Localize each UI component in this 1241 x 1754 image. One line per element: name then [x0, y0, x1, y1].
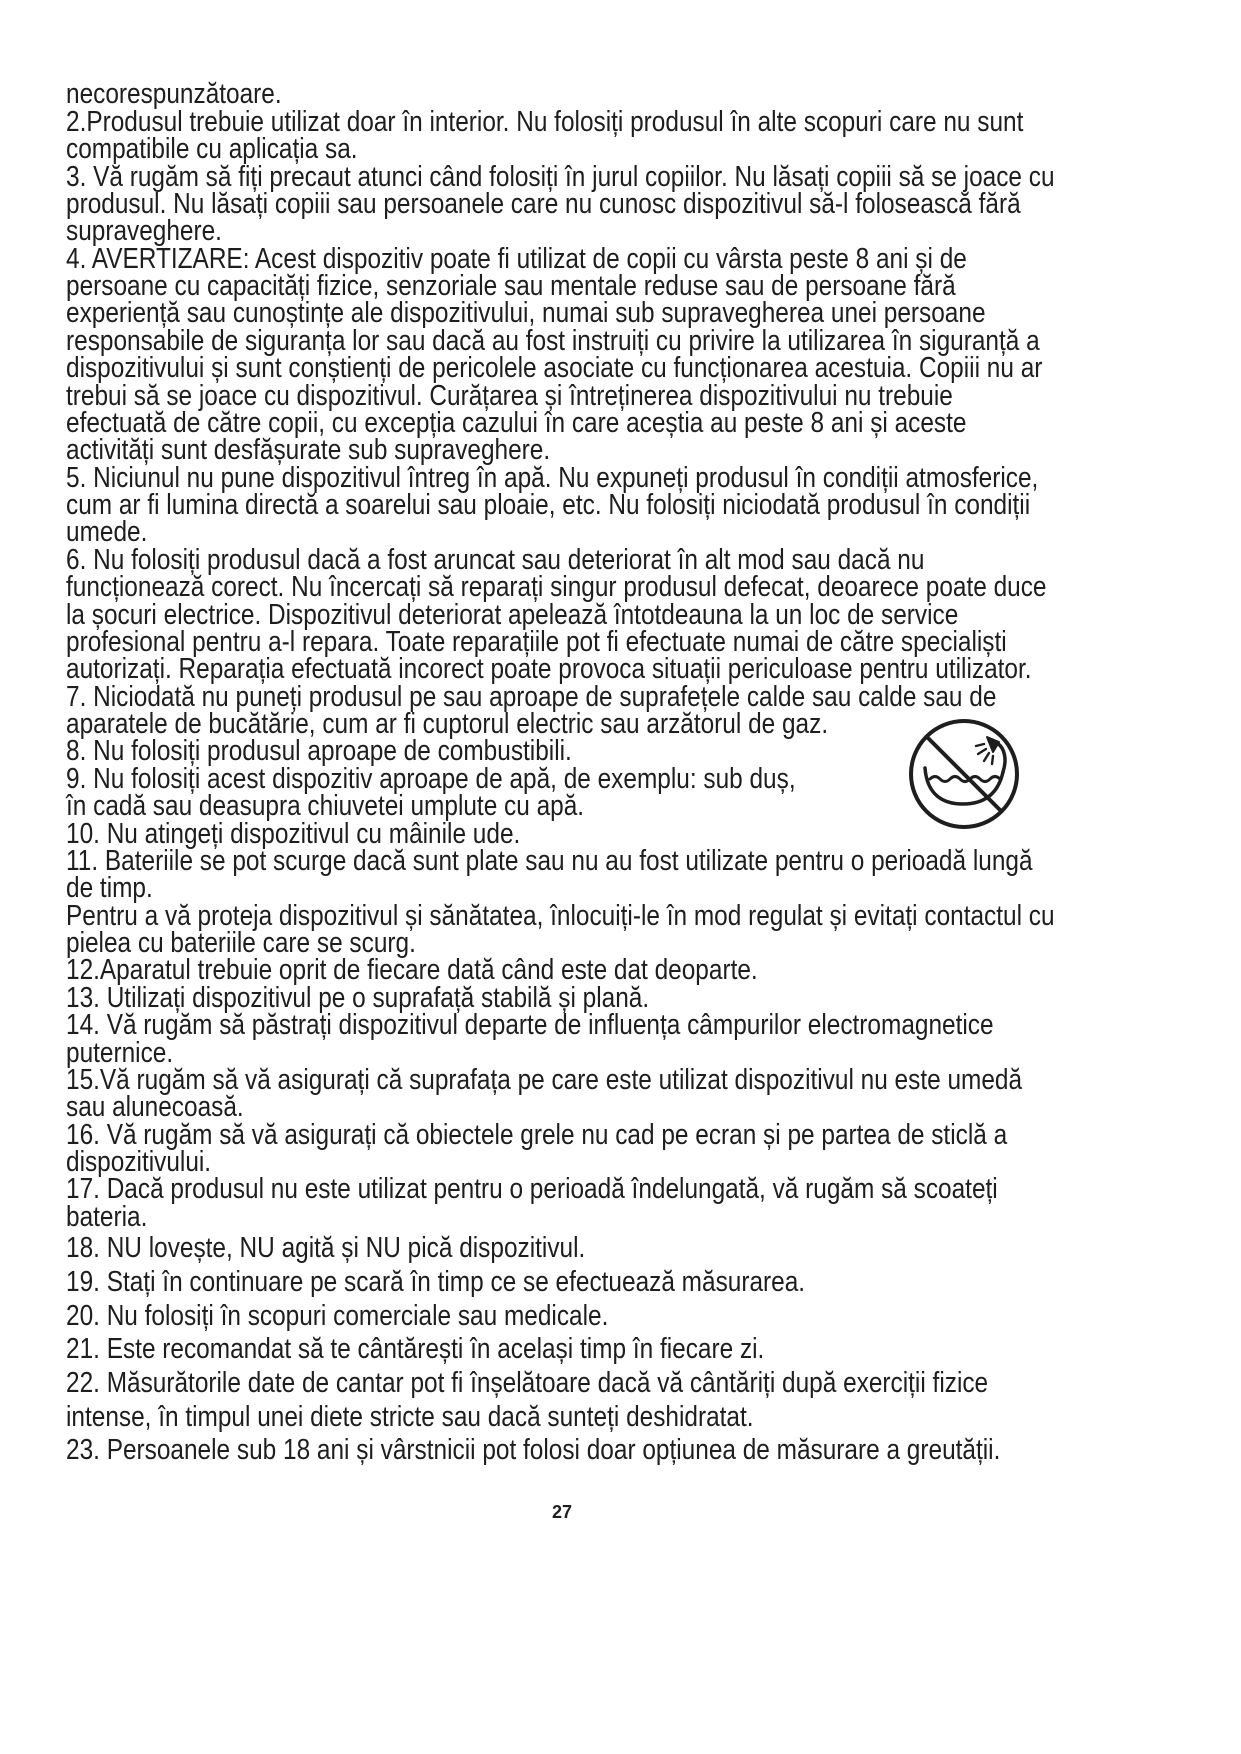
instruction-2-line-2: compatibile cu aplicația sa. [66, 133, 358, 166]
instruction-5-line-1: 5. Niciunul nu pune dispozitivul întreg în apă. Nu expuneți produsul în condiții atmosferice, [66, 461, 1039, 494]
instruction-11-line-1: 11. Bateriile se pot scurge dacă sunt plate sau nu au fost utilizate pentru o perioadă lungă [66, 844, 1033, 877]
shower-hose-shape [997, 743, 1005, 772]
instruction-16-line-1: 16. Vă rugăm să vă asigurați că obiectele grele nu cad pe ecran și pe partea de sticlă a [66, 1118, 1008, 1151]
instruction-8-line-1: 8. Nu folosiți produsul aproape de combustibili. [66, 735, 572, 768]
instruction-5 [66, 461, 1058, 549]
instruction-3 [66, 160, 1058, 248]
continued-text [66, 78, 1058, 111]
instruction-23-line-1: 23. Persoanele sub 18 ani și vârstnicii pot folosi doar opțiunea de măsurare a greutății. [66, 1434, 1001, 1467]
instruction-12-line-1: 12.Aparatul trebuie oprit de fiecare dată când este dat deoparte. [66, 954, 758, 987]
instruction-10-line-1: 10. Nu atingeți dispozitivul cu mâinile ude. [66, 817, 521, 850]
instruction-3-line-2: produsul. Nu lăsați copiii sau persoanele care nu cunosc dispozitivul să-l folosească fără [66, 187, 1021, 220]
instruction-4-line-1: 4. AVERTIZARE: Acest dispozitiv poate fi utilizat de copii cu vârsta peste 8 ani și de [66, 242, 967, 275]
instruction-11-line-2: de timp. [66, 872, 153, 905]
instruction-23 [66, 1434, 1058, 1468]
safety-instructions-list [66, 78, 1058, 1233]
instruction-5-line-3: umede. [66, 516, 148, 549]
instruction-4-line-6: trebui să se joace cu dispozitivul. Curățarea și întreținerea dispozitivului nu trebuie [66, 379, 953, 412]
spray-line [976, 744, 984, 746]
instruction-18 [66, 1232, 1058, 1266]
instruction-14-line-2: puternice. [66, 1036, 174, 1069]
instruction-4-line-7: efectuată de către copii, cu excepția cazului în care aceștia au peste 8 ani și aceste [66, 406, 967, 439]
instruction-15-line-2: sau alunecoasă. [66, 1091, 244, 1124]
instruction-22-line-1: 22. Măsurătorile date de cantar pot fi înșelătoare dacă vă cântăriți după exerciții fizice [66, 1366, 989, 1399]
instruction-14-line-1: 14. Vă rugăm să păstrați dispozitivul departe de influența câmpurilor electromagnetice [66, 1009, 994, 1042]
instruction-6-line-2: funcționează corect. Nu încercați să reparați singur produsul defecat, deoarece poate duce [66, 571, 1047, 604]
instruction-11 [66, 844, 1058, 960]
instruction-2 [66, 105, 1058, 166]
instruction-12 [66, 954, 1058, 987]
shower-head-shape [987, 737, 999, 752]
instruction-6-line-3: la șocuri electrice. Dispozitivul deteriorat apelează întotdeauna la un loc de service [66, 598, 959, 631]
instruction-6-line-1: 6. Nu folosiți produsul dacă a fost aruncat sau deteriorat în alt mod sau dacă nu [66, 543, 925, 576]
instruction-22-line-2: intense, în timpul unei diete stricte sau dacă sunteți deshidratat. [66, 1400, 754, 1433]
instruction-4-line-4: responsabile de siguranța lor sau dacă au fost instruiți cu privire la utilizarea în siguranță a [66, 324, 1040, 357]
instruction-21 [66, 1333, 1058, 1367]
instruction-4-warning [66, 242, 1058, 467]
instruction-9-line-1: 9. Nu folosiți acest dispozitiv aproape de apă, de exemplu: sub duș, [66, 762, 796, 795]
page-number: 27 [551, 1502, 573, 1522]
instruction-7-line-1: 7. Niciodată nu puneți produsul pe sau aproape de suprafețele calde sau calde sau de [66, 680, 997, 713]
instruction-11-line-3: Pentru a vă proteja dispozitivul și sănătatea, înlocuiți-le în mod regulat și evitați contactul cu [66, 899, 1055, 932]
instruction-14 [66, 1009, 1058, 1069]
instruction-4-line-8: activități sunt desfășurate sub supraveghere. [66, 434, 551, 467]
instruction-5-line-2: cum ar fi lumina directă a soarelui sau ploaie, etc. Nu folosiți niciodată produsul în condiții [66, 489, 1031, 522]
instruction-3-line-1: 3. Vă rugăm să fiți precaut atunci când folosiți în jurul copiilor. Nu lăsați copiii să se joace cu [66, 160, 1055, 193]
instruction-11-line-4: pielea cu bateriile care se scurg. [66, 927, 416, 960]
instruction-16-line-2: dispozitivului. [66, 1146, 212, 1179]
instruction-19 [66, 1266, 1058, 1300]
instruction-15-line-1: 15.Vă rugăm să vă asigurați că suprafața pe care este utilizat dispozitivul nu este umedă [66, 1063, 1023, 1096]
spray-line [978, 749, 986, 754]
instruction-17-line-1: 17. Dacă produsul nu este utilizat pentru o perioadă îndelungată, vă rugăm să scoateți [66, 1173, 998, 1206]
continued-text-line: necorespunzătoare. [66, 78, 282, 111]
instruction-4-line-3: experiență sau cunoștințe ale dispozitivului, numai sub supravegherea unei persoane [66, 297, 986, 330]
instruction-9-line-2: în cadă sau deasupra chiuvetei umplute cu apă. [66, 790, 585, 823]
instruction-6-line-5: autorizați. Reparația efectuată incorect poate provoca situații periculoase pentru utilizator. [66, 653, 1032, 686]
instruction-13-line-1: 13. Utilizați dispozitivul pe o suprafață stabilă și plană. [66, 981, 650, 1014]
instruction-21-line-1: 21. Este recomandat să te cântărești în același timp în fiecare zi. [66, 1333, 765, 1366]
no-water-icon [908, 718, 1020, 830]
instruction-16 [66, 1118, 1058, 1179]
instruction-22 [66, 1367, 1058, 1434]
instruction-6-line-4: profesional pentru a-l repara. Toate reparațiile pot fi efectuate numai de către specialiști [66, 625, 1007, 658]
instruction-17-line-2: bateria. [66, 1200, 148, 1233]
instruction-20 [66, 1300, 1058, 1334]
safety-instructions-list-continued [66, 1232, 1058, 1468]
instruction-4-line-5: dispozitivului și sunt conștienți de pericolele asociate cu funcționarea acestuia. Copiii nu ar [66, 352, 1043, 385]
instruction-17 [66, 1173, 1058, 1233]
instruction-19-line-1: 19. Stați în continuare pe scară în timp ce se efectuează măsurarea. [66, 1265, 806, 1298]
instruction-4-line-2: persoane cu capacități fizice, senzoriale sau mentale reduse sau de persoane fără [66, 270, 956, 303]
instruction-2-line-1: 2.Produsul trebuie utilizat doar în interior. Nu folosiți produsul în alte scopuri care nu sunt [66, 105, 1024, 138]
instruction-6 [66, 543, 1058, 686]
instruction-13 [66, 981, 1058, 1014]
instruction-3-line-3: supraveghere. [66, 215, 222, 248]
spray-line [984, 753, 989, 761]
instruction-7-line-2: aparatele de bucătărie, cum ar fi cuptorul electric sau arzătorul de gaz. [66, 708, 829, 741]
spray-line [992, 756, 993, 764]
instruction-18-line-1: 18. NU lovește, NU agită și NU pică dispozitivul. [66, 1232, 586, 1265]
instruction-20-line-1: 20. Nu folosiți în scopuri comerciale sau medicale. [66, 1299, 609, 1332]
instruction-15 [66, 1063, 1058, 1124]
